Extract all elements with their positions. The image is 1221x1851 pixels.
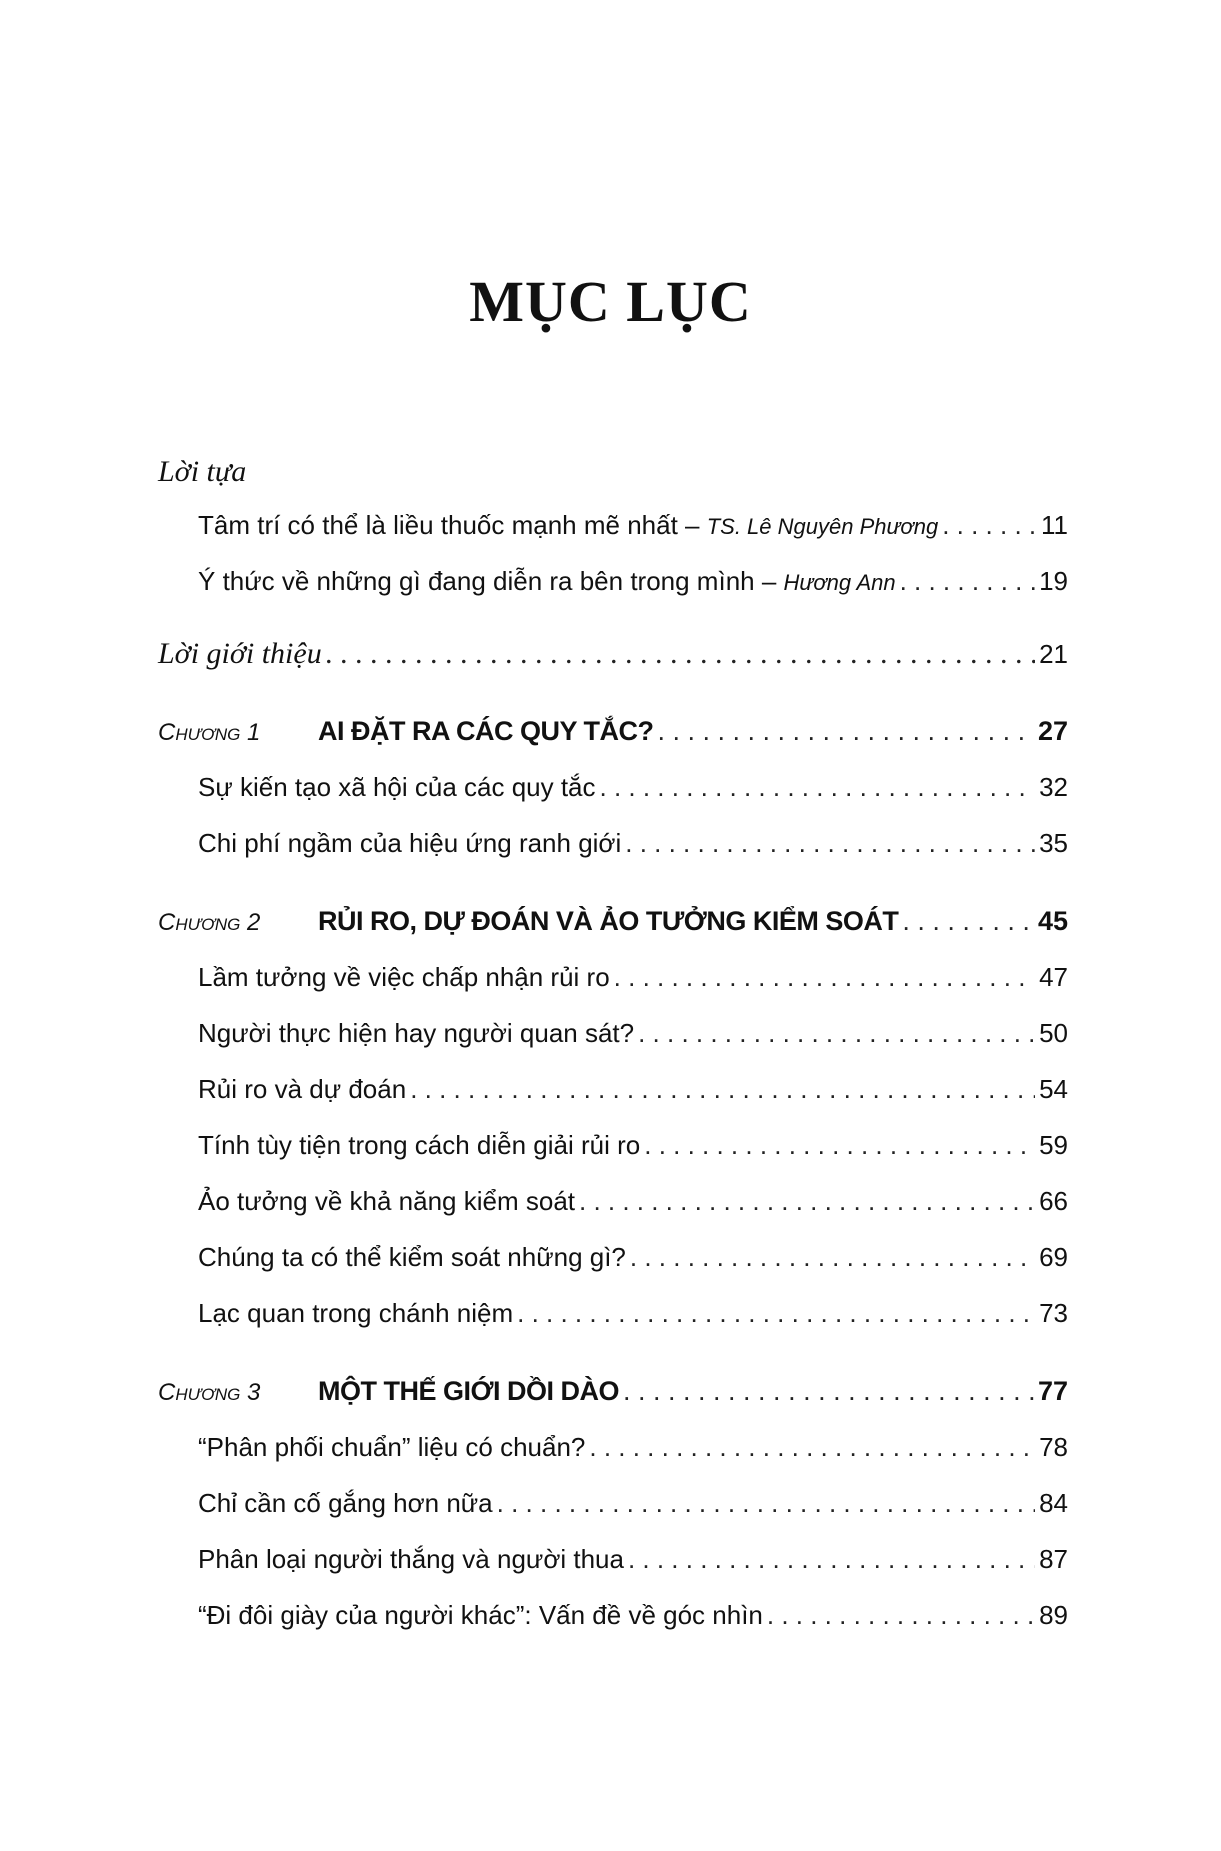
dot-leader	[942, 510, 1037, 541]
entry-author: TS. Lê Nguyên Phương	[706, 514, 939, 539]
toc-entry[interactable]: Ý thức về những gì đang diễn ra bên trong mình – Hương Ann . . . 19	[198, 566, 1068, 606]
dot-leader	[658, 716, 1034, 747]
chapter-title: AI ĐẶT RA CÁC QUY TẮC?	[318, 716, 654, 746]
page-number: 84	[1039, 1488, 1068, 1518]
page-number: 11	[1041, 510, 1068, 540]
foreword-heading: Lời tựa	[158, 455, 247, 488]
dot-leader	[644, 1130, 1035, 1161]
toc-entry[interactable]: Người thực hiện hay người quan sát? . . . 50	[198, 1018, 1068, 1058]
toc-entry[interactable]: Ảo tưởng về khả năng kiểm soát . . . 66	[198, 1186, 1068, 1226]
page-number: 50	[1039, 1018, 1068, 1048]
page-number: 59	[1039, 1130, 1068, 1160]
toc-entry[interactable]: Tâm trí có thể là liều thuốc mạnh mẽ nhất – TS. Lê Nguyên Phương . . . 11	[198, 510, 1068, 550]
toc-entry[interactable]: Lầm tưởng về việc chấp nhận rủi ro . . . 47	[198, 962, 1068, 1002]
dot-leader	[614, 962, 1035, 993]
chapter-2-entry[interactable]	[158, 906, 1068, 946]
toc-entry[interactable]: Phân loại người thắng và người thua . . . 87	[198, 1544, 1068, 1584]
page-number: 19	[1039, 566, 1068, 596]
page-number: 32	[1039, 772, 1068, 802]
toc-entry[interactable]: Chúng ta có thể kiểm soát những gì? . . . 69	[198, 1242, 1068, 1282]
dot-leader	[326, 637, 1035, 671]
chapter-1-entry[interactable]	[158, 716, 1068, 756]
entry-title: Tâm trí có thể là liều thuốc mạnh mẽ nhất	[198, 510, 678, 540]
dot-leader	[623, 1376, 1034, 1407]
page-number: 87	[1039, 1544, 1068, 1574]
dot-leader	[579, 1186, 1035, 1217]
dot-leader	[600, 772, 1036, 803]
dot-leader	[767, 1600, 1035, 1631]
toc-entry[interactable]: Sự kiến tạo xã hội của các quy tắc . . . 32	[198, 772, 1068, 812]
dot-leader	[625, 828, 1035, 859]
dot-leader	[900, 566, 1035, 597]
dot-leader	[410, 1074, 1035, 1105]
page-number: 54	[1039, 1074, 1068, 1104]
chapter-title: MỘT THẾ GIỚI DỒI DÀO	[318, 1376, 620, 1406]
dot-leader	[497, 1488, 1035, 1519]
entry-author: Hương Ann	[783, 570, 896, 595]
chapter-label: Chương 2	[158, 909, 261, 936]
entry-title: Ý thức về những gì đang diễn ra bên trong mình	[198, 566, 755, 596]
chapter-3-entry[interactable]	[158, 1376, 1068, 1416]
page-number: 47	[1039, 962, 1068, 992]
toc-entry[interactable]: “Phân phối chuẩn” liệu có chuẩn? . . . 78	[198, 1432, 1068, 1472]
page-title: MỤC LỤC	[469, 269, 752, 334]
dot-leader	[589, 1432, 1035, 1463]
chapter-title: RỦI RO, DỰ ĐOÁN VÀ ẢO TƯỞNG KIỂM SOÁT	[318, 906, 899, 936]
page-number: 78	[1039, 1432, 1068, 1462]
page-number: 27	[1037, 716, 1068, 746]
page-number: 35	[1039, 828, 1068, 858]
page-number: 89	[1039, 1600, 1068, 1630]
chapter-label: Chương 3	[158, 1379, 261, 1406]
toc-entry[interactable]: Chỉ cần cố gắng hơn nữa . . . 84	[198, 1488, 1068, 1528]
page-number: 77	[1037, 1376, 1068, 1406]
toc-entry[interactable]: Tính tùy tiện trong cách diễn giải rủi ro . . . 59	[198, 1130, 1068, 1170]
toc-entry[interactable]: Rủi ro và dự đoán . . . 54	[198, 1074, 1068, 1114]
dot-leader	[902, 906, 1034, 937]
toc-entry[interactable]: Chi phí ngầm của hiệu ứng ranh giới . . . 35	[198, 828, 1068, 868]
page-number: 45	[1037, 906, 1068, 936]
dot-leader	[638, 1018, 1035, 1049]
dot-leader	[628, 1544, 1035, 1575]
page-number: 66	[1039, 1186, 1068, 1216]
toc-entry-introduction[interactable]: Lời giới thiệu . . . 21	[158, 637, 1068, 677]
toc-entry[interactable]: Lạc quan trong chánh niệm . . . 73	[198, 1298, 1068, 1338]
page-number: 21	[1039, 639, 1068, 669]
page-number: 69	[1039, 1242, 1068, 1272]
toc-entry[interactable]: “Đi đôi giày của người khác”: Vấn đề về góc nhìn . . . 89	[198, 1600, 1068, 1640]
dot-leader	[630, 1242, 1035, 1273]
page-number: 73	[1039, 1298, 1068, 1328]
dot-leader	[517, 1298, 1035, 1329]
chapter-label: Chương 1	[158, 719, 261, 746]
